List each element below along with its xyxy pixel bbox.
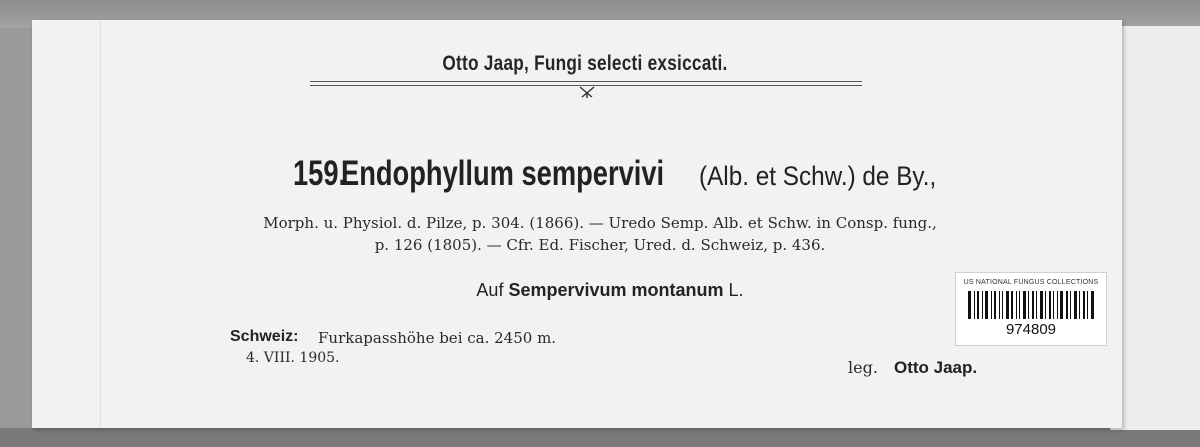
collection-date: 4. VIII. 1905. [246, 350, 340, 366]
species-name: Endophyllum sempervivi [341, 154, 665, 193]
locality: Furkapasshöhe bei ca. 2450 m. [318, 329, 557, 347]
species-number: 159. [292, 154, 346, 193]
series-title: Otto Jaap, Fungi selecti exsiccati. [442, 52, 728, 75]
host-prefix: Auf [476, 280, 504, 300]
collector-prefix: leg. [848, 358, 878, 377]
species-heading [0, 154, 1200, 194]
host-name: Sempervivum montanum [508, 280, 724, 300]
species-authority: (Alb. et Schw.) de By., [698, 161, 936, 191]
barcode-number: 974809 [1005, 321, 1057, 338]
barcode-caption: US NATIONAL FUNGUS COLLECTIONS [963, 279, 1099, 286]
ornament-icon [578, 85, 596, 99]
citation-line-1: Morph. u. Physiol. d. Pilze, p. 304. (1866). — Uredo Semp. Alb. et Schw. in Consp. fung., [263, 214, 937, 232]
country: Schweiz: [230, 328, 299, 345]
scan-background-bottom [0, 428, 1200, 447]
collector-name: Otto Jaap. [894, 358, 978, 377]
host-suffix: L. [728, 280, 744, 300]
citation-line-2: p. 126 (1805). — Cfr. Ed. Fischer, Ured. d. Schweiz, p. 436. [374, 236, 826, 254]
barcode-bars [968, 291, 1094, 319]
barcode-label [955, 272, 1107, 346]
